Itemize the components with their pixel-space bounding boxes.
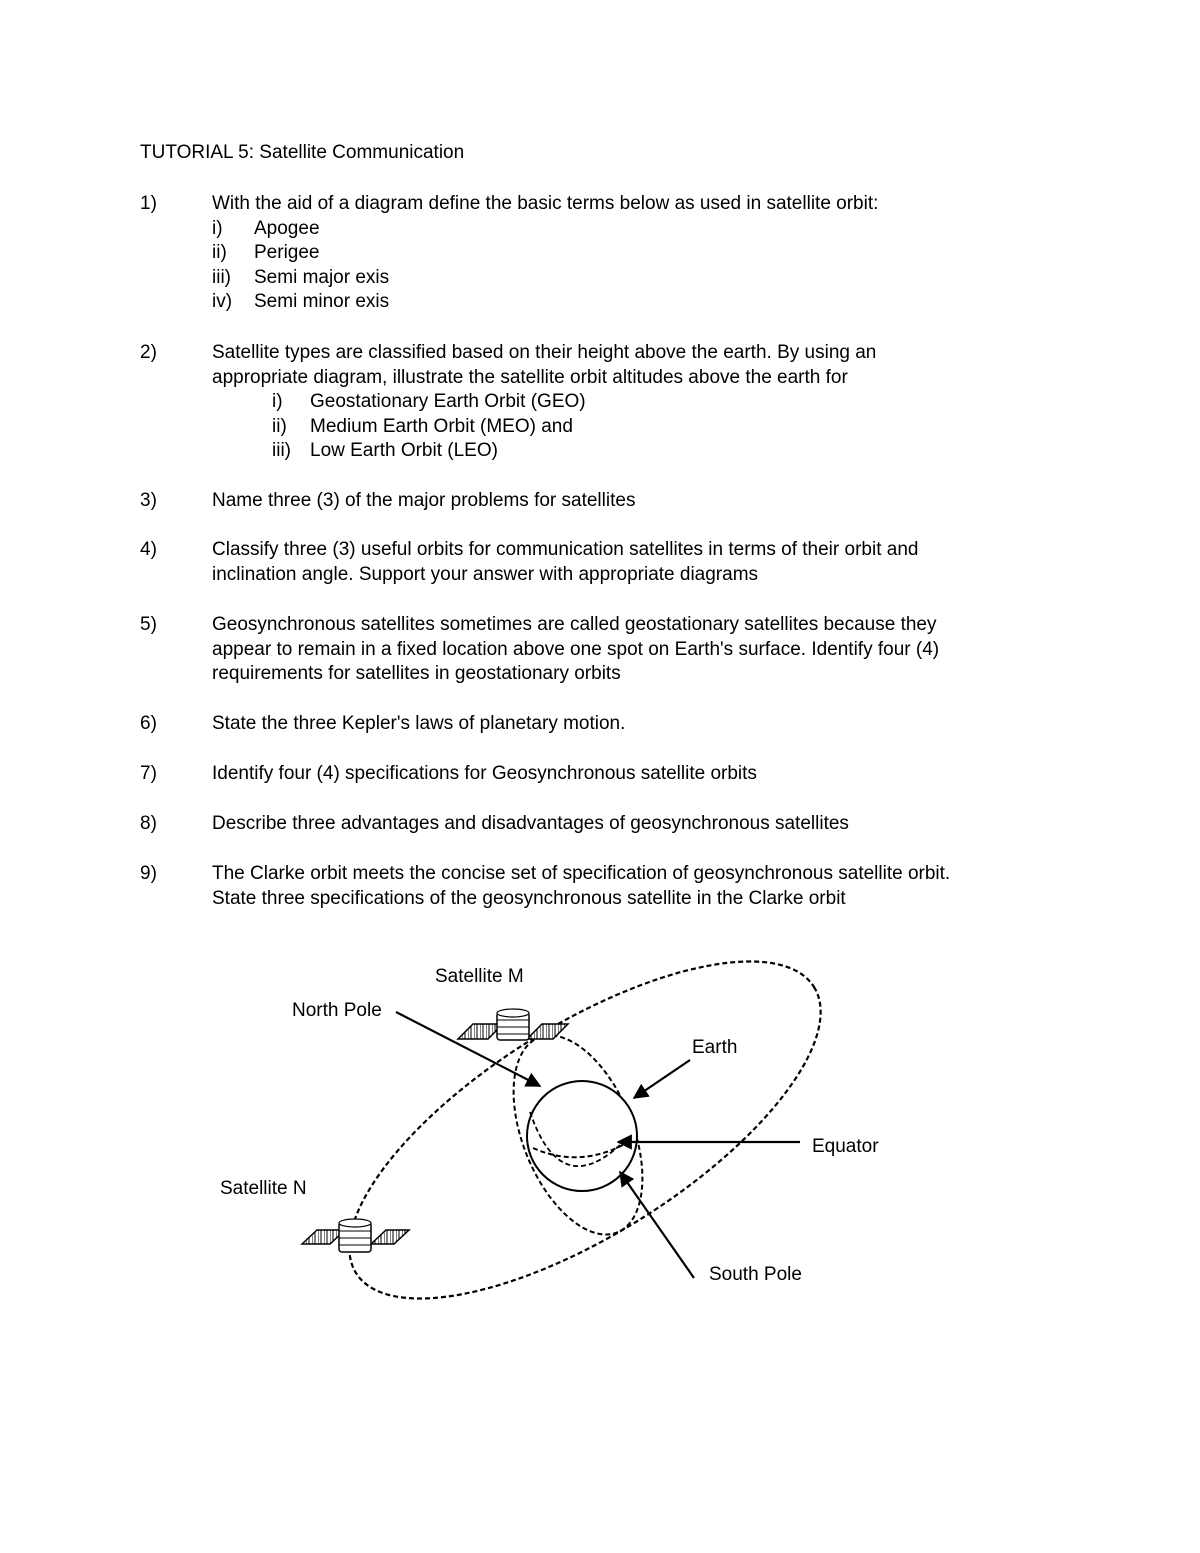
sub-item-text: Semi minor exis <box>254 291 390 312</box>
question-text-line: Geosynchronous satellites sometimes are called geostationary satellites because they <box>212 614 937 635</box>
question-text-line: State three specifications of the geosynchronous satellite in the Clarke orbit <box>212 887 846 909</box>
sub-item-text: Perigee <box>254 242 320 263</box>
question-number: 9) <box>140 863 157 884</box>
sub-item-text: Medium Earth Orbit (MEO) and <box>310 415 573 437</box>
question-text-line: Identify four (4) specifications for Geosynchronous satellite orbits <box>212 763 757 784</box>
question-text-line: Describe three advantages and disadvantages of geosynchronous satellites <box>212 813 849 834</box>
sub-item-text: Apogee <box>254 217 320 239</box>
question-number: 1) <box>140 193 157 214</box>
question-text-line: Satellite types are classified based on their height above the earth. By using an <box>212 342 877 363</box>
question-number: 5) <box>140 614 157 635</box>
question-text-line: Classify three (3) useful orbits for communication satellites in terms of their orbit and <box>212 539 919 560</box>
sub-item-number: iii) <box>212 266 231 288</box>
question-number: 4) <box>140 539 157 560</box>
sub-item-text: Low Earth Orbit (LEO) <box>310 440 498 461</box>
question-number: 7) <box>140 763 157 784</box>
satellite-n-icon <box>302 1219 409 1252</box>
question-text-line: appear to remain in a fixed location above one spot on Earth's surface. Identify four (4) <box>212 638 940 660</box>
sub-item-number: ii) <box>212 242 227 263</box>
question-text-line: inclination angle. Support your answer with appropriate diagrams <box>212 563 759 585</box>
question-number: 6) <box>140 713 157 734</box>
label-equator: Equator <box>812 1136 879 1157</box>
label-satellite-n: Satellite N <box>220 1178 307 1199</box>
question-text-line: Name three (3) of the major problems for satellites <box>212 490 636 511</box>
satellite-m-icon <box>458 1009 568 1040</box>
label-north-pole: North Pole <box>292 1000 382 1021</box>
label-satellite-m: Satellite M <box>435 966 524 987</box>
page-title: TUTORIAL 5: Satellite Communication <box>140 142 465 163</box>
question-text-line: appropriate diagram, illustrate the satellite orbit altitudes above the earth for <box>212 366 848 388</box>
sub-item-text: Semi major exis <box>254 266 390 288</box>
question-number: 3) <box>140 490 157 511</box>
question-text-line: With the aid of a diagram define the basic terms below as used in satellite orbit: <box>212 193 879 214</box>
label-earth: Earth <box>692 1037 738 1058</box>
sub-item-number: i) <box>212 217 223 239</box>
question-text-line: requirements for satellites in geostationary orbits <box>212 663 621 684</box>
sub-item-number: iii) <box>272 440 291 461</box>
question-number: 2) <box>140 342 157 363</box>
sub-item-text: Geostationary Earth Orbit (GEO) <box>310 391 586 412</box>
question-text-line: State the three Kepler's laws of planetary motion. <box>212 713 626 734</box>
question-number: 8) <box>140 813 157 834</box>
question-text-line: The Clarke orbit meets the concise set of specification of geosynchronous satellite orbit. <box>212 863 951 884</box>
earth-arrow <box>634 1060 690 1098</box>
sub-item-number: iv) <box>212 291 233 312</box>
sub-item-number: i) <box>272 391 283 412</box>
label-south-pole: South Pole <box>709 1264 802 1285</box>
sub-item-number: ii) <box>272 415 287 437</box>
